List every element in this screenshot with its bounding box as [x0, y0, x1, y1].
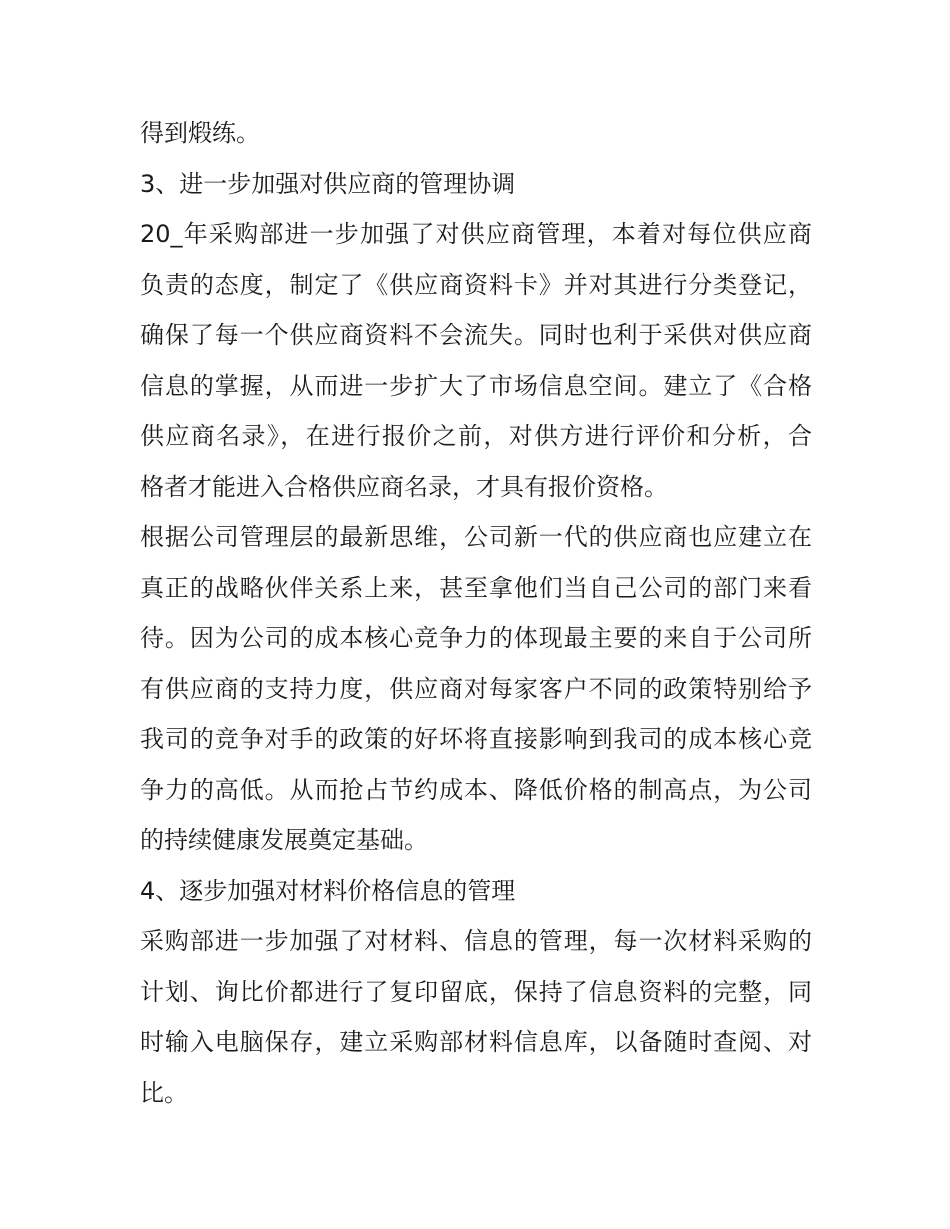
- body-line: 比。: [140, 1078, 188, 1107]
- body-line: 真正的战略伙伴关系上来，甚至拿他们当自己公司的部门来看: [140, 573, 812, 602]
- body-line: 争力的高低。从而抢占节约成本、降低价格的制高点，为公司: [140, 775, 812, 804]
- body-line: 我司的竞争对手的政策的好坏将直接影响到我司的成本核心竞: [140, 725, 812, 753]
- body-line: 计划、询比价都进行了复印留底，保持了信息资料的完整，同: [140, 977, 812, 1006]
- body-line: 根据公司管理层的最新思维，公司新一代的供应商也应建立在: [140, 523, 812, 551]
- body-line: 的持续健康发展奠定基础。: [140, 826, 428, 854]
- body-line: 20_年采购部进一步加强了对供应商管理，本着对每位供应商: [140, 220, 812, 248]
- document-body: [140, 108, 812, 1118]
- body-line: 负责的态度，制定了《供应商资料卡》并对其进行分类登记，: [140, 270, 812, 299]
- section-heading-4: 4、逐步加强对材料价格信息的管理: [140, 876, 516, 905]
- body-line: 确保了每一个供应商资料不会流失。同时也利于采供对供应商: [140, 321, 812, 349]
- body-line: 有供应商的支持力度，供应商对每家客户不同的政策特别给予: [140, 674, 812, 703]
- body-line: 采购部进一步加强了对材料、信息的管理，每一次材料采购的: [140, 927, 812, 955]
- body-line: 格者才能进入合格供应商名录，才具有报价资格。: [140, 472, 668, 501]
- paragraph-end-line: 得到煅练。: [140, 119, 260, 147]
- body-line: 供应商名录》，在进行报价之前，对供方进行评价和分析，合: [140, 422, 812, 450]
- section-heading-3: 3、进一步加强对供应商的管理协调: [140, 169, 516, 198]
- body-line: 时输入电脑保存，建立采购部材料信息库，以备随时查阅、对: [140, 1028, 812, 1056]
- body-line: 待。因为公司的成本核心竞争力的体现最主要的来自于公司所: [140, 624, 812, 652]
- body-line: 信息的掌握，从而进一步扩大了市场信息空间。建立了《合格: [140, 371, 812, 400]
